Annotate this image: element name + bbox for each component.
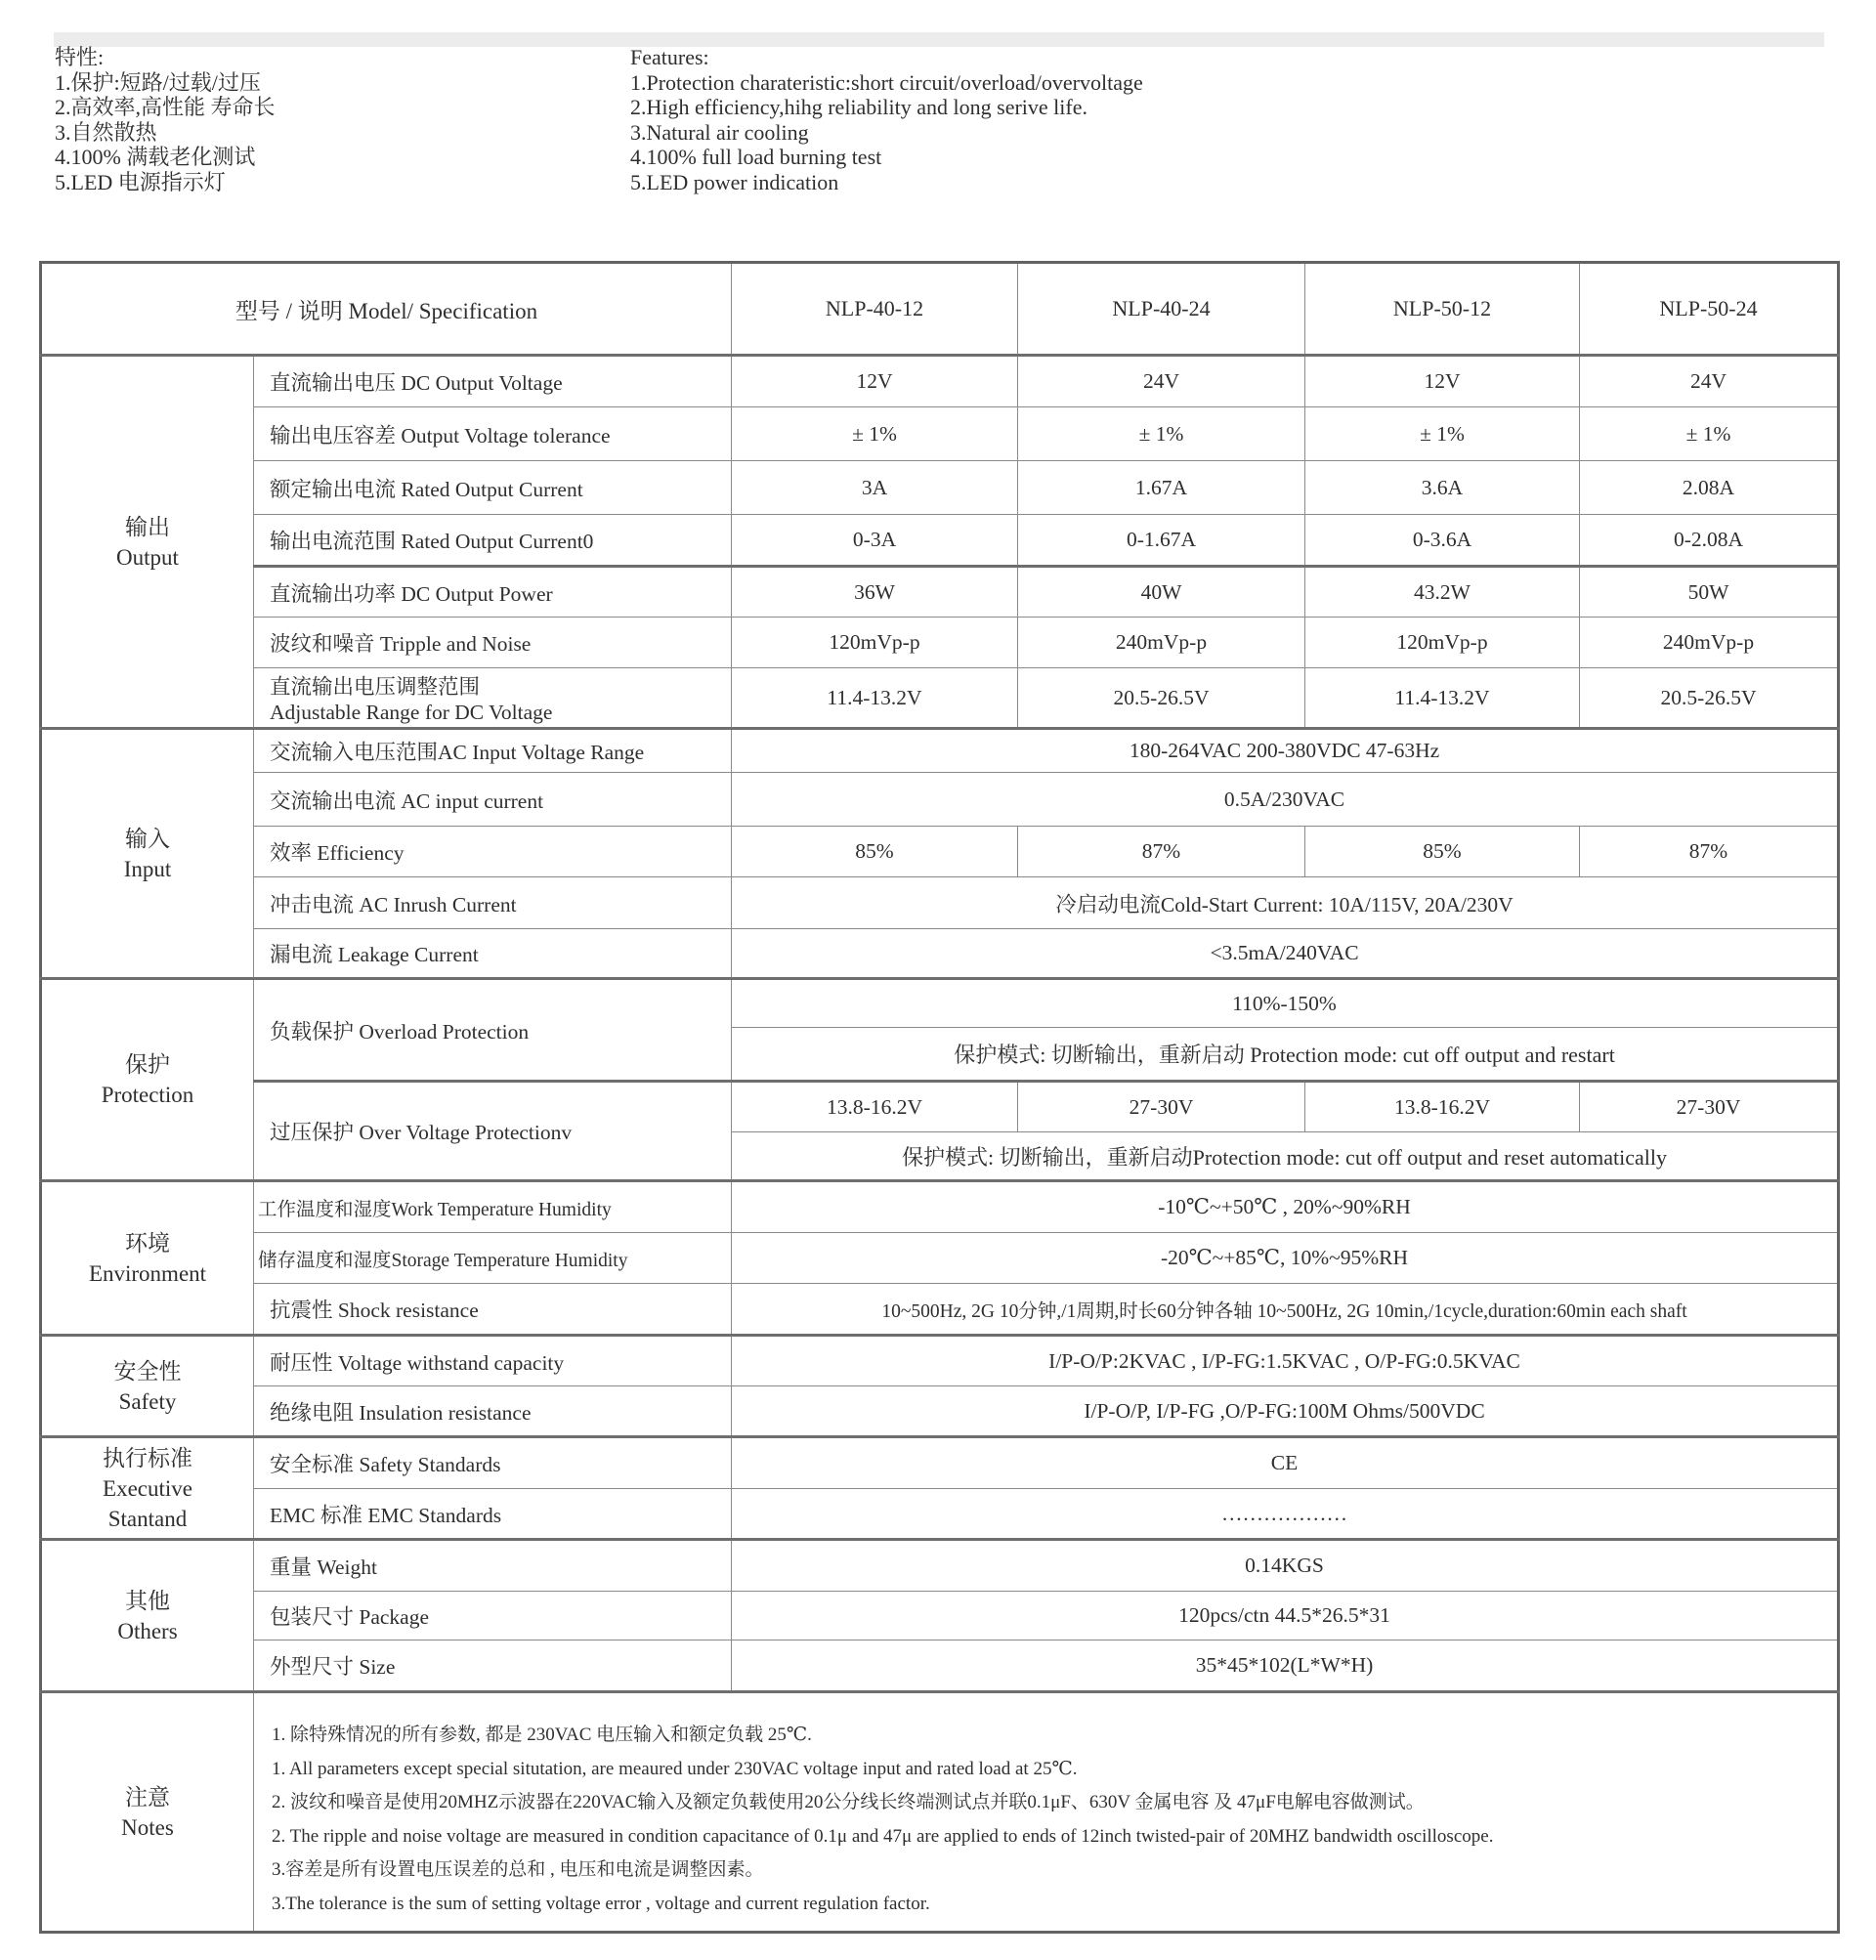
row-label-work-temperature: 工作温度和湿度Work Temperature Humidity: [254, 1181, 732, 1233]
row-label-ac-input-current: 交流输出电流 AC input current: [254, 773, 732, 827]
spec-value: 36W: [732, 567, 1018, 618]
category-label-en: Stantand: [107, 1506, 188, 1531]
spec-value: 11.4-13.2V: [732, 668, 1018, 729]
category-label-cn: 执行标准: [103, 1445, 192, 1470]
row-label-rated-output-current: 额定输出电流 Rated Output Current: [254, 461, 732, 515]
spec-value: 24V: [1018, 356, 1305, 407]
table-row: [41, 1284, 1839, 1336]
category-label-en: Notes: [121, 1814, 174, 1840]
specification-table: [39, 261, 1840, 1934]
spec-value: 240mVp-p: [1580, 618, 1839, 668]
spec-value: 85%: [732, 827, 1018, 877]
table-row: [41, 1489, 1839, 1540]
note-line: 3.The tolerance is the sum of setting voltage error , voltage and current regulation factor.: [272, 1893, 930, 1914]
spec-span-value: I/P-O/P, I/P-FG ,O/P-FG:100M Ohms/500VDC: [732, 1386, 1839, 1437]
feature-cn-item: 1.保护:短路/过载/过压: [55, 69, 261, 95]
row-label-insulation-resistance: 绝缘电阻 Insulation resistance: [254, 1386, 732, 1437]
row-label-adjustable-range: [254, 668, 732, 729]
spec-value: 87%: [1018, 827, 1305, 877]
features-english: [630, 45, 1143, 194]
table-row: [41, 1592, 1839, 1640]
note-line: 1. 除特殊情况的所有参数, 都是 230VAC 电压输入和额定负载 25℃.: [272, 1725, 812, 1745]
spec-span-value: -10℃~+50℃ , 20%~90%RH: [732, 1181, 1839, 1233]
spec-span-value: -20℃~+85℃, 10%~95%RH: [732, 1233, 1839, 1284]
spec-value: ± 1%: [732, 407, 1018, 461]
spec-span-value: <3.5mA/240VAC: [732, 929, 1839, 979]
feature-en-item: 2.High efficiency,hihg reliability and long serive life.: [630, 95, 1087, 119]
spec-value: 12V: [1305, 356, 1580, 407]
row-label-over-voltage-protection: 过压保护 Over Voltage Protectionv: [254, 1082, 732, 1181]
category-label-en: Safety: [118, 1388, 177, 1414]
spec-value: 12V: [732, 356, 1018, 407]
feature-cn-item: 2.高效率,高性能 寿命长: [55, 95, 276, 119]
spec-value: 120mVp-p: [732, 618, 1018, 668]
model-name: NLP-40-12: [732, 263, 1018, 356]
category-label-cn: 环境: [125, 1230, 170, 1256]
row-label-ac-input-voltage-range: 交流输入电压范围AC Input Voltage Range: [254, 729, 732, 773]
spec-value: 3.6A: [1305, 461, 1580, 515]
category-label-en: Environment: [88, 1260, 207, 1286]
spec-span-value: ………………: [732, 1489, 1839, 1540]
spec-span-value: 0.5A/230VAC: [732, 773, 1839, 827]
row-label-inrush-current: 冲击电流 AC Inrush Current: [254, 877, 732, 929]
spec-span-value: CE: [732, 1437, 1839, 1489]
spec-value: 50W: [1580, 567, 1839, 618]
row-label-voltage-tolerance: 输出电压容差 Output Voltage tolerance: [254, 407, 732, 461]
spec-value: 20.5-26.5V: [1580, 668, 1839, 729]
feature-cn-item: 3.自然散热: [55, 119, 157, 145]
spec-value: 13.8-16.2V: [1305, 1082, 1580, 1132]
notes-content: [254, 1692, 1839, 1933]
category-others: [41, 1540, 254, 1692]
row-label-emc-standards: EMC 标准 EMC Standards: [254, 1489, 732, 1540]
table-row: [41, 1640, 1839, 1692]
row-label-dc-output-power: 直流输出功率 DC Output Power: [254, 567, 732, 618]
model-name: NLP-50-12: [1305, 263, 1580, 356]
category-label-en: Executive: [103, 1475, 192, 1501]
spec-value: 0-3.6A: [1305, 515, 1580, 567]
category-label-en: Protection: [101, 1083, 194, 1107]
model-name: NLP-50-24: [1580, 263, 1839, 356]
model-name: NLP-40-24: [1018, 263, 1305, 356]
row-label-output-current-range: 输出电流范围 Rated Output Current0: [254, 515, 732, 567]
spec-value: 240mVp-p: [1018, 618, 1305, 668]
table-row: [41, 929, 1839, 979]
table-row: [41, 1082, 1839, 1132]
row-label-overload-protection: 负载保护 Overload Protection: [254, 979, 732, 1082]
features-chinese: [55, 45, 276, 194]
table-row: [41, 668, 1839, 729]
spec-value: 85%: [1305, 827, 1580, 877]
category-label-en: Input: [123, 856, 172, 881]
table-row: [41, 567, 1839, 618]
row-label-shock-resistance: 抗震性 Shock resistance: [254, 1284, 732, 1336]
category-environment: [41, 1181, 254, 1336]
table-row: [41, 729, 1839, 773]
feature-en-item: 5.LED power indication: [630, 169, 839, 194]
category-notes: [41, 1692, 254, 1933]
spec-span-value: 180-264VAC 200-380VDC 47-63Hz: [732, 729, 1839, 773]
features-en-title: Features:: [630, 45, 709, 69]
spec-value: 2.08A: [1580, 461, 1839, 515]
note-line: 2. 波纹和噪音是使用20MHZ示波器在220VAC输入及额定负载使用20公分线长终端测试点并联0.1μF、630V 金属电容 及 47μF电解电容做测试。: [272, 1792, 1425, 1812]
row-label-ripple-noise: 波纹和噪音 Tripple and Noise: [254, 618, 732, 668]
category-label-cn: 其他: [125, 1588, 170, 1613]
overload-protection-mode: 保护模式: 切断输出，重新启动 Protection mode: cut off output and restart: [732, 1028, 1839, 1082]
features-cn-title: 特性:: [55, 45, 105, 69]
spec-span-value: 10~500Hz, 2G 10分钟,/1周期,时长60分钟各轴 10~500Hz, 2G 10min,/1cycle,duration:60min each shaft: [732, 1284, 1839, 1336]
overload-range-value: 110%-150%: [732, 979, 1839, 1028]
table-row: [41, 515, 1839, 567]
spec-value: ± 1%: [1305, 407, 1580, 461]
row-label-package: 包装尺寸 Package: [254, 1592, 732, 1640]
row-label-size: 外型尺寸 Size: [254, 1640, 732, 1692]
spec-value: 27-30V: [1580, 1082, 1839, 1132]
table-row: [41, 827, 1839, 877]
feature-cn-item: 4.100% 满载老化测试: [55, 145, 256, 169]
category-executive-standard: [41, 1437, 254, 1540]
spec-value: 13.8-16.2V: [732, 1082, 1018, 1132]
spec-value: 0-3A: [732, 515, 1018, 567]
spec-value: 24V: [1580, 356, 1839, 407]
spec-value: 11.4-13.2V: [1305, 668, 1580, 729]
table-row: [41, 1386, 1839, 1437]
category-protection: [41, 979, 254, 1181]
spec-span-value: 120pcs/ctn 44.5*26.5*31: [732, 1592, 1839, 1640]
table-row: [41, 1540, 1839, 1592]
category-label-cn: 保护: [125, 1052, 170, 1077]
spec-value: 87%: [1580, 827, 1839, 877]
spec-span-value: 冷启动电流Cold-Start Current: 10A/115V, 20A/230V: [732, 877, 1839, 929]
note-line: 1. All parameters except special situtation, are meaured under 230VAC voltage input and rated load at 25℃.: [272, 1758, 1078, 1779]
table-row: [41, 1692, 1839, 1933]
category-label-en: Output: [116, 544, 179, 570]
row-label-dc-output-voltage: 直流输出电压 DC Output Voltage: [254, 356, 732, 407]
row-label-weight: 重量 Weight: [254, 1540, 732, 1592]
note-line: 2. The ripple and noise voltage are measured in condition capacitance of 0.1μ and 47μ are applied to ends of 12inch twisted-pair of 20MHZ bandwidth oscilloscope.: [272, 1825, 1494, 1847]
row-label-leakage-current: 漏电流 Leakage Current: [254, 929, 732, 979]
category-label-cn: 输入: [125, 826, 170, 851]
category-label-cn: 注意: [125, 1784, 170, 1810]
spec-value: 20.5-26.5V: [1018, 668, 1305, 729]
table-row: [41, 461, 1839, 515]
spec-value: 40W: [1018, 567, 1305, 618]
feature-cn-item: 5.LED 电源指示灯: [55, 169, 226, 194]
table-header-row: [41, 263, 1839, 356]
spec-value: ± 1%: [1580, 407, 1839, 461]
note-line: 3.容差是所有设置电压误差的总和 , 电压和电流是调整因素。: [272, 1859, 764, 1880]
feature-en-item: 4.100% full load burning test: [630, 145, 882, 169]
table-row: [41, 356, 1839, 407]
table-row: [41, 1233, 1839, 1284]
spec-value: 0-1.67A: [1018, 515, 1305, 567]
row-label-line-cn: 直流输出电压调整范围: [270, 675, 481, 699]
category-output: [41, 356, 254, 729]
over-voltage-protection-mode: 保护模式: 切断输出，重新启动Protection mode: cut off output and reset automatically: [732, 1132, 1839, 1181]
table-row: [41, 407, 1839, 461]
category-label-cn: 安全性: [113, 1358, 182, 1384]
feature-en-item: 3.Natural air cooling: [630, 119, 809, 145]
row-label-efficiency: 效率 Efficiency: [254, 827, 732, 877]
spec-value: 27-30V: [1018, 1082, 1305, 1132]
category-input: [41, 729, 254, 979]
table-row: [41, 979, 1839, 1028]
row-label-voltage-withstand: 耐压性 Voltage withstand capacity: [254, 1336, 732, 1386]
row-label-safety-standards: 安全标准 Safety Standards: [254, 1437, 732, 1489]
category-label-en: Others: [117, 1618, 178, 1643]
category-safety: [41, 1336, 254, 1437]
feature-en-item: 1.Protection charateristic:short circuit/overload/overvoltage: [630, 69, 1143, 95]
category-label-cn: 输出: [125, 514, 170, 539]
row-label-storage-temperature: 储存温度和湿度Storage Temperature Humidity: [254, 1233, 732, 1284]
model-spec-header: 型号 / 说明 Model/ Specification: [41, 263, 732, 356]
spec-value: 0-2.08A: [1580, 515, 1839, 567]
table-row: [41, 1437, 1839, 1489]
row-label-line-en: Adjustable Range for DC Voltage: [270, 701, 553, 724]
spec-span-value: I/P-O/P:2KVAC , I/P-FG:1.5KVAC , O/P-FG:0.5KVAC: [732, 1336, 1839, 1386]
spec-value: 43.2W: [1305, 567, 1580, 618]
table-row: [41, 773, 1839, 827]
table-row: [41, 1336, 1839, 1386]
table-row: [41, 618, 1839, 668]
spec-value: 1.67A: [1018, 461, 1305, 515]
spec-value: ± 1%: [1018, 407, 1305, 461]
spec-value: 120mVp-p: [1305, 618, 1580, 668]
spec-span-value: 35*45*102(L*W*H): [732, 1640, 1839, 1692]
table-row: [41, 877, 1839, 929]
table-row: [41, 1181, 1839, 1233]
spec-span-value: 0.14KGS: [732, 1540, 1839, 1592]
spec-value: 3A: [732, 461, 1018, 515]
